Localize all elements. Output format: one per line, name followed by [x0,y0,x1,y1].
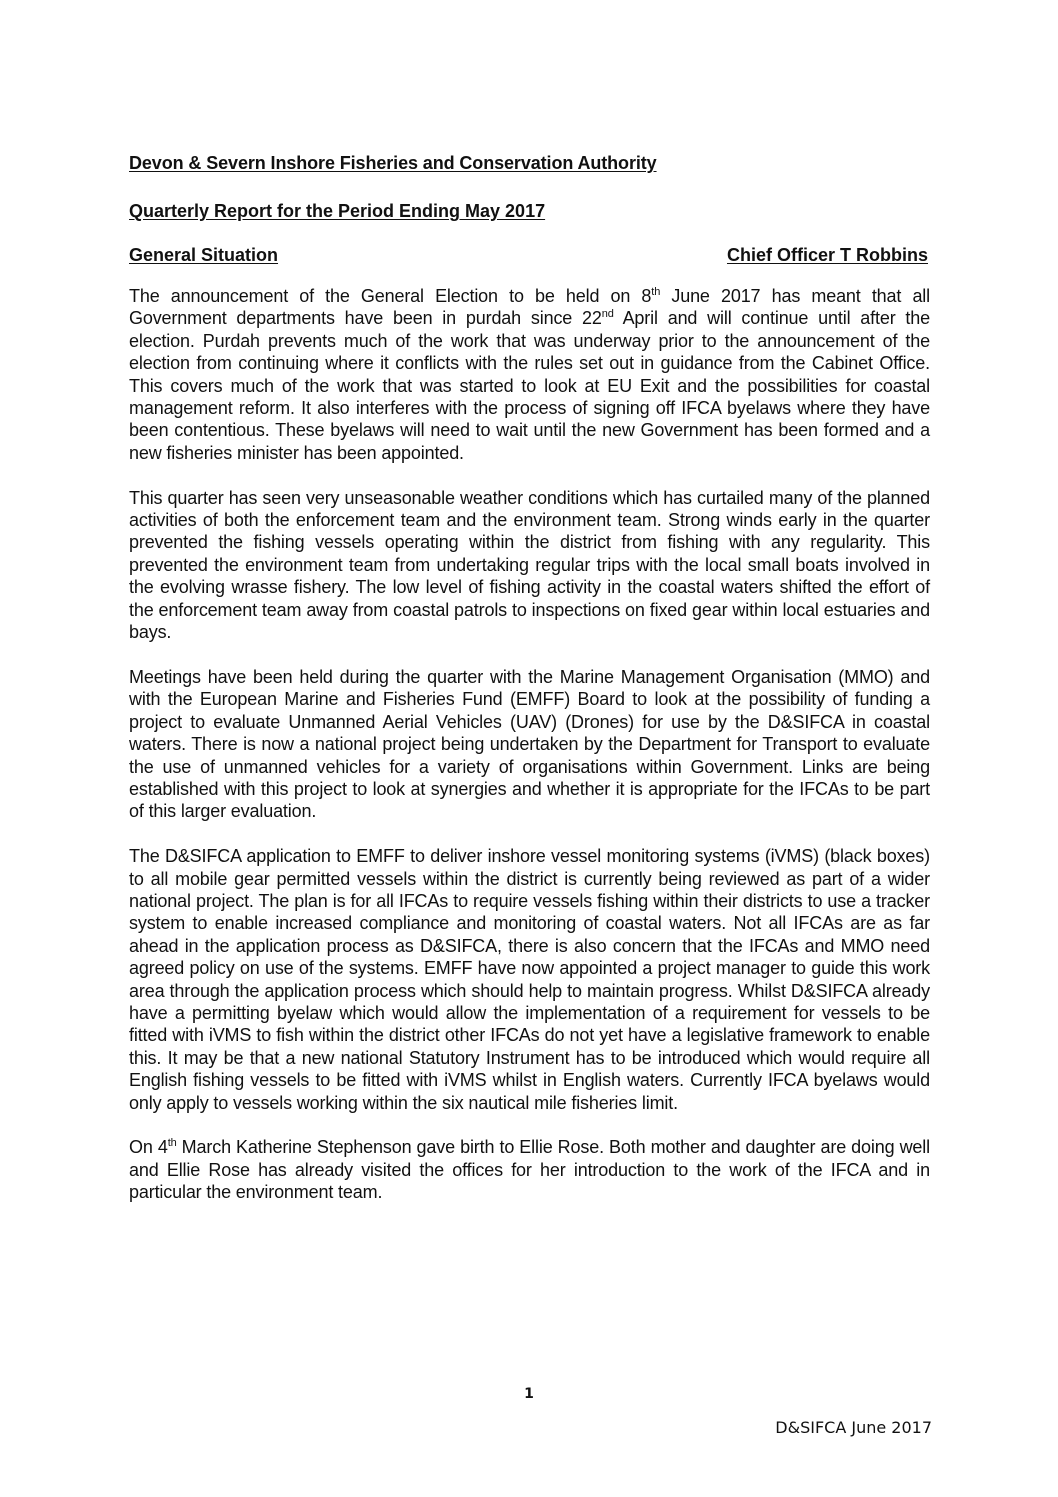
paragraph-drones: Meetings have been held during the quarter with the Marine Management Organisation (MMO) and with the European Marine and Fisheries Fund (EMFF) Board to look at the possibility of funding a project to evaluate Unmanned Aerial Vehicles (UAV) (Drones) for use by the D&SIFCA in coastal waters. There is now a national project being undertaken by the Department for Transport to evaluate the use of unmanned vehicles for a variety of organisations within Government. Links are being established with this project to look at synergies and whether it is appropriate for the IFCAs to be part of this larger evaluation. [129,666,930,822]
paragraph-weather: This quarter has seen very unseasonable weather conditions which has curtailed many of the planned activities of both the enforcement team and the environment team. Strong winds early in the quarter prevented the fishing vessels operating within the district from fishing with any regularity. This prevented the environment team from undertaking regular trips with the local small boats involved in the evolving wrasse fishery. The low level of fishing activity in the coastal waters shifted the effort of the enforcement team away from coastal patrols to inspections on fixed gear within local estuaries and bays. [129,487,930,643]
footer-date: D&SIFCA June 2017 [775,1418,932,1437]
section-title: General Situation [129,245,279,265]
report-title: Quarterly Report for the Period Ending May 2017 [129,201,546,221]
paragraph-staff-news: On 4th March Katherine Stephenson gave birth to Ellie Rose. Both mother and daughter are doing well and Ellie Rose has already visited the offices for her introduction to the work of the IFCA and in particular the environment team. [129,1137,930,1203]
report-body [129,285,930,1226]
organisation-title: Devon & Severn Inshore Fisheries and Conservation Authority [129,153,657,173]
paragraph-election: The announcement of the General Election to be held on 8th June 2017 has meant that all Government departments have been in purdah since 22nd April and will continue until after the election. Purdah prevents much of the work that was underway prior to the announcement of the election from continuing where it conflicts with the rules set out in guidance from the Cabinet Office. This covers much of the work that was started to look at EU Exit and the possibilities for coastal management reform. It also interferes with the process of signing off IFCA byelaws where they have been contentious. These byelaws will need to wait until the new Government has been formed and a new fisheries minister has been appointed. [129,286,930,463]
paragraph-ivms: The D&SIFCA application to EMFF to deliver inshore vessel monitoring systems (iVMS) (black boxes) to all mobile gear permitted vessels within the district is currently being reviewed as part of a wider national project. The plan is for all IFCAs to require vessels fishing within their districts to use a tracker system to enable increased compliance and monitoring of coastal waters. Not all IFCAs are as far ahead in the application process as D&SIFCA, there is also concern that the IFCAs and MMO need agreed policy on use of the systems. EMFF have now appointed a project manager to guide this work area through the application process which should help to maintain progress. Whilst D&SIFCA already have a permitting byelaw which would allow the implementation of a requirement for vessels to be fitted with iVMS to fish within the district other IFCAs do not yet have a legislative framework to enable this. It may be that a new national Statutory Instrument has to be introduced which would require all English fishing vessels to be fitted with iVMS whilst in English waters. Currently IFCA byelaws would only apply to vessels working within the six nautical mile fisheries limit. [129,846,930,1113]
page-number: 1 [524,1386,534,1402]
author-name: Chief Officer T Robbins [726,245,928,265]
